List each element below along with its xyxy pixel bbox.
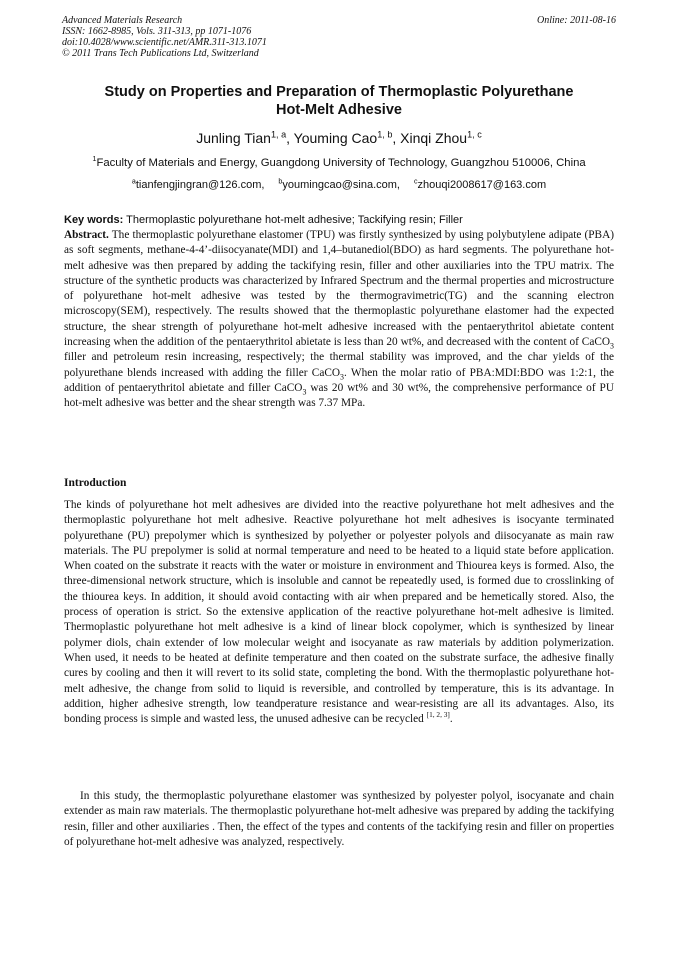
intro-paragraph-1 bbox=[64, 498, 614, 727]
abstract-label: Abstract. bbox=[64, 229, 109, 241]
author-affil-mark: 1, b bbox=[377, 129, 393, 140]
email-address: zhouqi2008617@163.com bbox=[417, 179, 547, 191]
title-line-1: Study on Properties and Preparation of Thermoplastic Polyurethane bbox=[104, 84, 574, 100]
abstract-text: filler and petroleum resin increasing, respectively; the thermal stability was improved, and the char yields of the polyurethane blends increased with adding the filler CaCO bbox=[64, 351, 614, 379]
paper-title bbox=[62, 83, 616, 119]
author-name: Xinqi Zhou bbox=[400, 130, 468, 146]
abstract bbox=[64, 228, 614, 412]
subscript: 3 bbox=[340, 371, 344, 381]
subscript: 3 bbox=[610, 341, 614, 351]
author-list: Junling Tian$^{1, a}$, Youming Cao$^{1, b}$, Xinqi Zhou$^{1, c}$ bbox=[196, 129, 482, 146]
email-list bbox=[62, 178, 616, 192]
author-name: Youming Cao bbox=[293, 130, 378, 146]
keywords-label: Key words: bbox=[64, 214, 124, 226]
doi-line: doi:10.4028/www.scientific.net/AMR.311-313.1071 bbox=[62, 37, 267, 48]
abstract-text: . When the molar ratio of PBA:MDI:BDO was 1:2:1, the addition of pentaerythritol abietate and filler CaCO bbox=[64, 366, 614, 394]
title-line-2: Hot-Melt Adhesive bbox=[276, 102, 402, 118]
subscript: 3 bbox=[302, 387, 307, 397]
issn-line: ISSN: 1662-8985, Vols. 311-313, pp 1071-1076 bbox=[62, 26, 252, 37]
email-address: youmingcao@sina.com, bbox=[282, 179, 400, 191]
copyright-line: © 2011 Trans Tech Publications Ltd, Switzerland bbox=[62, 48, 259, 59]
email-mark: c bbox=[413, 177, 418, 186]
paragraph-end: . bbox=[449, 713, 453, 726]
abstract-text: The thermoplastic polyurethane elastomer (TPU) was firstly synthesized by using polybutylene adipate (PBA) as soft segments, methane-4-4’-diisocyanate(MDI) and 1,4–butanediol(BDO) as hard segments. The polyurethane hot-melt adhesive was then prepared by adding the tackifying resin, filler and other auxiliaries into the TPU matrix. The structure of the synthetic products was characterized by Infrared Spectrum and the thermal properties and microstructure of polyurethane hot-melt adhesive was tested by the thermogravimetric(TG) and the scanning electron microscopy(SEM), respectively. The results showed that the thermoplastic polyurethane elastomer had the expected structure, the shear strength of polyurethane hot-melt adhesive increased with the pentaerythritol abietate content increasing when the addition of the pentaerythritol abietate is less than 20 wt%, and decreased with the content of CaCO bbox=[64, 229, 614, 349]
keywords bbox=[64, 213, 616, 227]
journal-header bbox=[62, 15, 616, 59]
email-mark: b bbox=[278, 177, 283, 186]
keywords-text: Thermoplastic polyurethane hot-melt adhesive; Tackifying resin; Filler bbox=[126, 214, 463, 226]
citation-ref: [1, 2, 3] bbox=[426, 710, 450, 720]
paragraph-text: The kinds of polyurethane hot melt adhesives are divided into the reactive polyurethane hot melt adhesives and the thermoplastic polyurethane hot melt adhesive. Reactive polyurethane hot melt adhesives is isocyante terminated polyurethane (PU) prepolymer which is synthesized by polyether or polyester polyols and diisocyanate as main raw materials. The PU prepolymer is solid at normal temperature and need to be heated to a liquid state before application. When coated on the substrate it reacts with the water or moisture in environment and Thiourea keys is formed. Also, the three-dimensional network structure, which is insoluble and cannot be repeatedly used, is formed due to crosslinking of the thiourea keys. In addition, it should avoid contacting with air when prepared and be hemetically stored. Also, the process of operation is strict. So the extensive application of the reactive polyurethane hot-melt adhesive is limited. Thermoplastic polyurethane hot melt adhesive is a kind of linear block copolymer, which is synthesized by linear polymer diols, chain extender of low molecular weight and isocyanate as raw materials by addition polymerization. When used, it needs to be heated at definite temperature and then coated on the substrate surface, the adhesive finally cures by cooling and then it will revert to its solid state, completing the bond. With the thermoplastic polyurethane hot-melt adhesive, the change from solid to liquid is reversible, and controlled by temperature, this is its advantage. In addition, higher adhesive strength, low teandperature resistance and wear-resisting are all its advantages. Also, its bonding process is simple and wasted less, the unused adhesive can be recycled bbox=[64, 499, 614, 726]
section-heading-introduction: Introduction bbox=[64, 477, 127, 489]
affiliation-text: Faculty of Materials and Energy, Guangdong University of Technology, Guangzhou 510006, China bbox=[96, 157, 586, 169]
intro-paragraph-2: In this study, the thermoplastic polyurethane elastomer was synthesized by polyester polyol, isocyanate and chain extender as main raw materials. The thermoplastic polyurethane hot-melt adhesive was prepared by adding the tackifying resin, filler and other auxiliaries . Then, the effect of the types and contents of the tackifying resin and filler on properties of polyurethane hot-melt adhesive was analyzed, respectively. bbox=[64, 790, 614, 848]
email-address: tianfengjingran@126.com, bbox=[135, 179, 265, 191]
email-mark: a bbox=[131, 177, 136, 186]
journal-name: Advanced Materials Research bbox=[62, 15, 183, 26]
author-affil-mark: 1, a bbox=[270, 129, 287, 140]
author-affil-mark: 1, c bbox=[467, 129, 482, 140]
affiliation-mark: 1 bbox=[92, 154, 97, 164]
affiliation bbox=[62, 156, 616, 170]
abstract-text: was 20 wt% and 30 wt%, the comprehensive performance of PU hot-melt adhesive was better and the shear strength was 7.37 MPa. bbox=[64, 381, 615, 410]
author-name: Junling Tian bbox=[196, 130, 271, 146]
online-date: Online: 2011-08-16 bbox=[537, 15, 616, 26]
